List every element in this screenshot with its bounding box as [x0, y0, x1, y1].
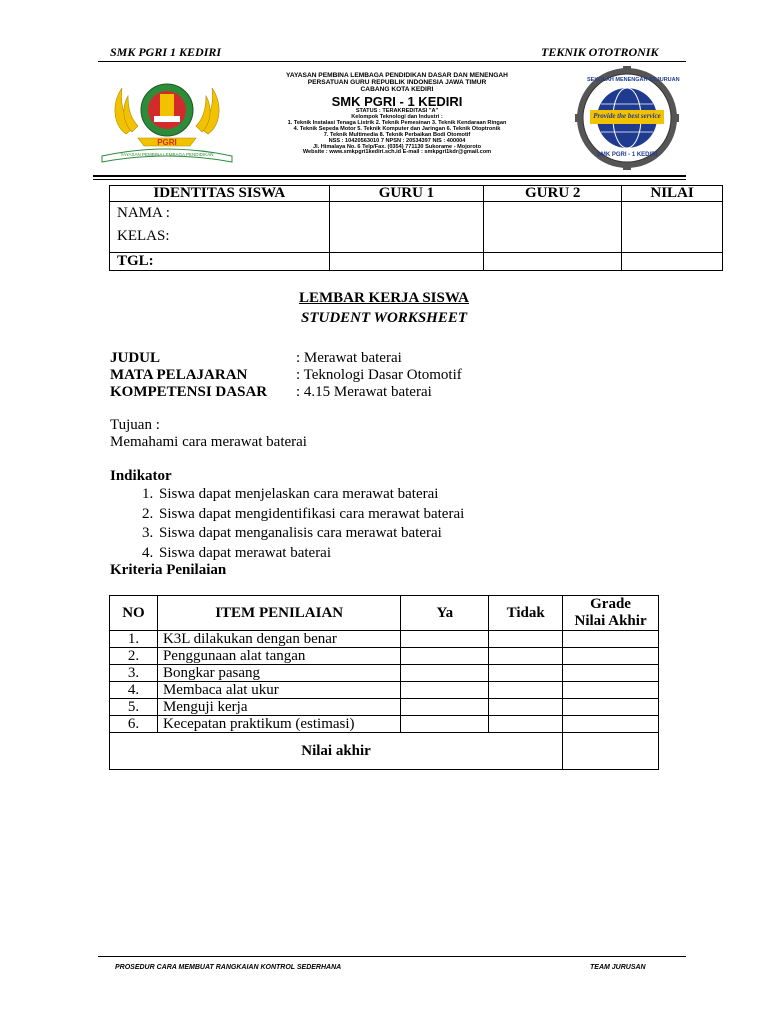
row-ya-cell[interactable]	[401, 631, 489, 648]
row-no: 5.	[110, 699, 158, 716]
pgri-logo-text: PGRI	[157, 138, 177, 147]
row-tidak-cell[interactable]	[489, 665, 563, 682]
letterhead-detail-4: 4. Teknik Sepeda Motor 5. Teknik Komputer dan Jaringan 6. Teknik Otoptronik	[293, 125, 501, 132]
row-tidak-cell[interactable]	[489, 716, 563, 733]
identity-nama-kelas-cell[interactable]	[110, 202, 330, 253]
row-grade-cell[interactable]	[563, 699, 659, 716]
tgl-nilai-cell[interactable]	[622, 253, 723, 271]
tgl-guru2-cell[interactable]	[484, 253, 622, 271]
table-row	[110, 665, 659, 682]
identity-header-nilai: NILAI	[622, 186, 723, 202]
row-tidak-cell[interactable]	[489, 631, 563, 648]
letterhead-rule	[93, 175, 686, 177]
seal-slogan: Provide the best service	[593, 112, 661, 120]
col-ya: Ya	[401, 596, 489, 631]
col-grade-line2: Nilai Akhir	[574, 613, 647, 629]
row-item: Kecepatan praktikum (estimasi)	[157, 716, 400, 733]
row-no: 1.	[110, 631, 158, 648]
info-mapel-value: : Teknologi Dasar Otomotif	[296, 367, 462, 383]
letterhead	[238, 73, 556, 156]
identity-table	[109, 185, 723, 271]
row-tidak-cell[interactable]	[489, 699, 563, 716]
guru1-cell[interactable]	[329, 202, 484, 253]
row-ya-cell[interactable]	[401, 699, 489, 716]
indikator-list	[110, 485, 464, 563]
header-department: TEKNIK OTOTRONIK	[541, 45, 659, 59]
table-row	[110, 699, 659, 716]
letterhead-school: SMK PGRI - 1 KEDIRI	[331, 93, 463, 109]
footer-team: TEAM JURUSAN	[590, 964, 646, 971]
nama-label: NAMA :	[117, 205, 170, 221]
header-school: SMK PGRI 1 KEDIRI	[110, 45, 222, 59]
col-tidak: Tidak	[489, 596, 563, 631]
letterhead-detail-6: NSS : 10420563010 7 NPSN : 20534397 NIS : 400004	[328, 137, 466, 144]
info-kd-value: : 4.15 Merawat baterai	[296, 384, 432, 400]
table-row	[110, 631, 659, 648]
footer-title: PROSEDUR CARA MEMBUAT RANGKAIAN KONTROL SEDERHANA	[115, 964, 342, 971]
nilai-akhir-label: Nilai akhir	[110, 733, 563, 770]
letterhead-line-3: CABANG KOTA KEDIRI	[360, 85, 434, 93]
seal-top-text: SEKOLAH MENENGAH KEJURUAN	[587, 77, 680, 83]
row-grade-cell[interactable]	[563, 682, 659, 699]
indikator-item: 4. Siswa dapat merawat baterai	[157, 544, 464, 564]
row-grade-cell[interactable]	[563, 631, 659, 648]
kelas-label: KELAS:	[117, 228, 170, 244]
letterhead-detail-2: Kelompok Teknologi dan Industri :	[351, 114, 443, 121]
row-ya-cell[interactable]	[401, 682, 489, 699]
col-grade	[563, 596, 659, 631]
letterhead-detail-8: Website : www.smkpgri1kediri.sch.id E-mail : smkpgri1kdr@gmail.com	[302, 149, 492, 156]
info-judul-value: : Merawat baterai	[296, 350, 402, 366]
table-row	[110, 682, 659, 699]
indikator-label: Indikator	[110, 468, 172, 484]
letterhead-detail-1: STATUS : TERAKREDITASI "A"	[355, 108, 439, 115]
table-row	[110, 648, 659, 665]
indikator-item: 3. Siswa dapat menganalisis cara merawat baterai	[157, 524, 464, 544]
table-row	[110, 716, 659, 733]
assessment-table	[109, 595, 659, 770]
info-mapel-key: MATA PELAJARAN	[110, 367, 248, 383]
row-no: 3.	[110, 665, 158, 682]
letterhead-detail-7: Jl. Himalaya No. 6 Telp/Fax. (0354) 771130 Sukorame - Mojoroto	[312, 143, 482, 150]
info-judul-key: JUDUL	[110, 350, 161, 366]
tgl-guru1-cell[interactable]	[329, 253, 484, 271]
tgl-label[interactable]: TGL:	[110, 253, 330, 271]
nilai-cell[interactable]	[622, 202, 723, 253]
kriteria-label: Kriteria Penilaian	[110, 562, 227, 578]
indikator-item: 2. Siswa dapat mengidentifikasi cara merawat baterai	[157, 505, 464, 525]
col-grade-line1: Grade	[590, 596, 631, 612]
row-grade-cell[interactable]	[563, 665, 659, 682]
worksheet-subtitle: STUDENT WORKSHEET	[300, 310, 467, 326]
info-kd-key: KOMPETENSI DASAR	[110, 384, 268, 400]
seal-bottom-text: SMK PGRI - 1 KEDIRI	[596, 152, 658, 158]
row-grade-cell[interactable]	[563, 716, 659, 733]
row-ya-cell[interactable]	[401, 716, 489, 733]
row-item: Menguji kerja	[157, 699, 400, 716]
tujuan-label: Tujuan :	[110, 417, 160, 433]
row-no: 4.	[110, 682, 158, 699]
pgri-logo-ribbon: YAYASAN PEMBINA LEMBAGA PENDIDIKAN	[120, 152, 214, 157]
row-item: Bongkar pasang	[157, 665, 400, 682]
letterhead-rule-thin	[93, 179, 686, 180]
row-tidak-cell[interactable]	[489, 648, 563, 665]
row-item: Penggunaan alat tangan	[157, 648, 400, 665]
row-item: Membaca alat ukur	[157, 682, 400, 699]
row-ya-cell[interactable]	[401, 648, 489, 665]
smk-seal-logo	[568, 66, 686, 170]
row-tidak-cell[interactable]	[489, 682, 563, 699]
row-no: 2.	[110, 648, 158, 665]
letterhead-detail-3: 1. Teknik Instalasi Tenaga Listrik 2. Teknik Pemesinan 3. Teknik Kendaraan Ringan	[287, 120, 507, 127]
guru2-cell[interactable]	[484, 202, 622, 253]
identity-header-guru1: GURU 1	[329, 186, 484, 202]
letterhead-detail-5: 7. Teknik Multimedia 8. Teknik Perbaikan Bodi Otomotif	[323, 131, 471, 138]
col-no: NO	[110, 596, 158, 631]
col-item: ITEM PENILAIAN	[157, 596, 400, 631]
worksheet-title: LEMBAR KERJA SISWA	[298, 290, 470, 306]
letterhead-line-1: YAYASAN PEMBINA LEMBAGA PENDIDIKAN DASAR DAN MENENGAH	[286, 72, 508, 79]
row-grade-cell[interactable]	[563, 648, 659, 665]
letterhead-line-2: PERSATUAN GURU REPUBLIK INDONESIA JAWA TIMUR	[307, 78, 487, 86]
pgri-logo	[98, 72, 236, 172]
identity-header-guru2: GURU 2	[484, 186, 622, 202]
row-item: K3L dilakukan dengan benar	[157, 631, 400, 648]
nilai-akhir-cell[interactable]	[563, 733, 659, 770]
identity-header-siswa: IDENTITAS SISWA	[110, 186, 330, 202]
row-ya-cell[interactable]	[401, 665, 489, 682]
tujuan-text: Memahami cara merawat baterai	[110, 434, 307, 450]
footer-rule	[98, 956, 686, 957]
indikator-item: 1. Siswa dapat menjelaskan cara merawat baterai	[157, 485, 464, 505]
row-no: 6.	[110, 716, 158, 733]
header-rule	[98, 61, 686, 62]
